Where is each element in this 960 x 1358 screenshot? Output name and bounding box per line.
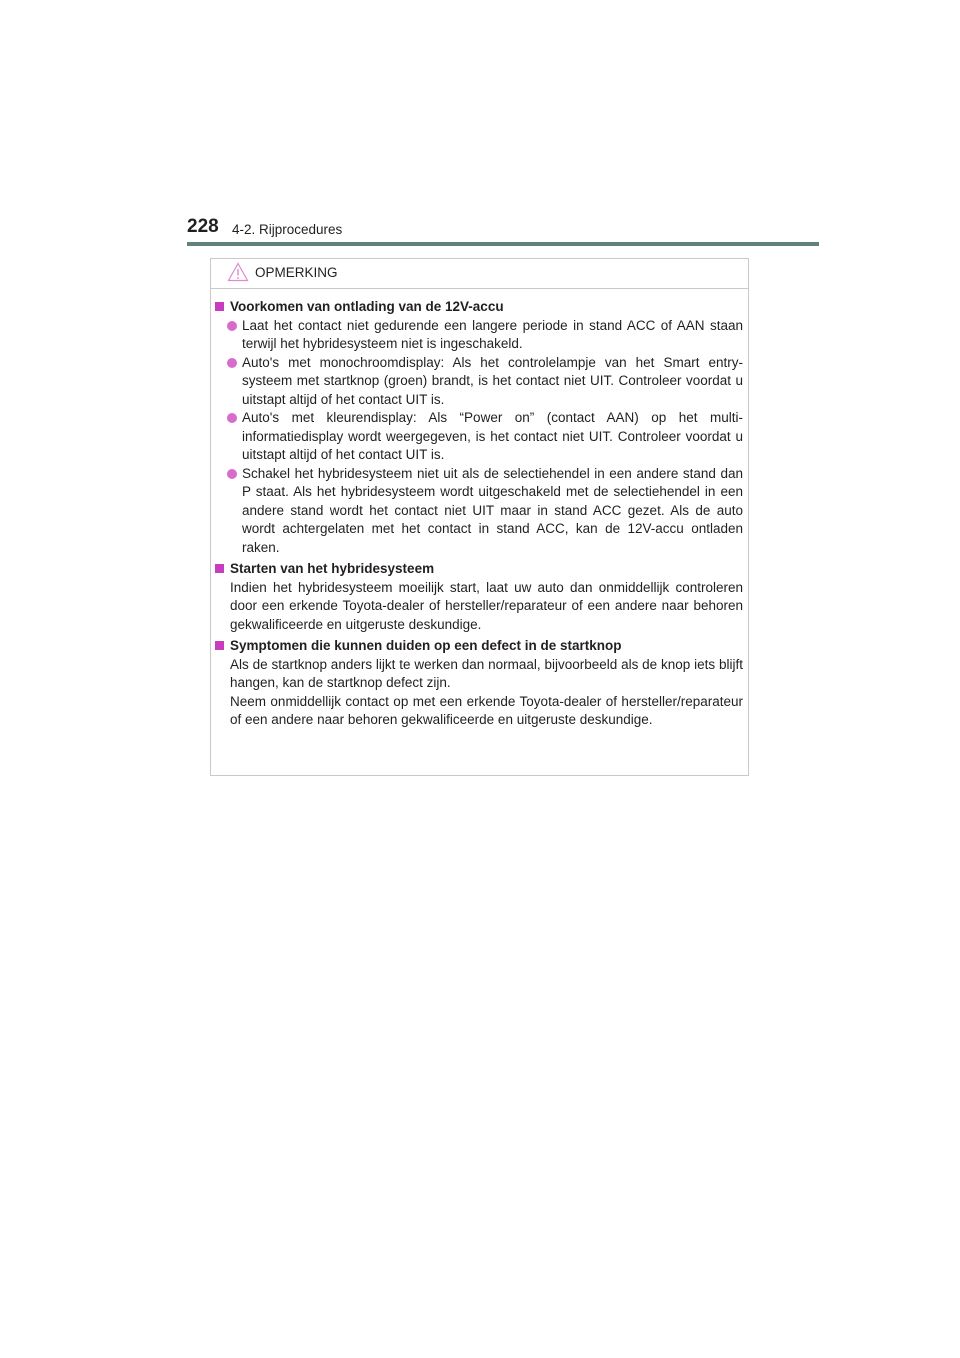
square-bullet-icon [215,302,224,311]
square-bullet-icon [215,641,224,650]
section-heading: Starten van het hybridesysteem [215,560,743,579]
header-rule [187,242,819,246]
page-number: 228 [187,216,219,237]
notice-box [210,258,749,776]
page-header [187,215,819,247]
list-item: Auto's met monochroomdisplay: Als het controlelampje van het Smart entry-systeem met startknop (groen) brandt, is het contact niet UIT. Controleer voordat u uitstapt altijd of het contact UIT is. [215,354,743,410]
bullet-dot-icon [227,321,237,331]
bullet-dot-icon [227,358,237,368]
section-starting [215,560,743,634]
paragraph: Als de startknop anders lijkt te werken dan normaal, bijvoorbeeld als de knop iets blijft hangen, kan de startknop defect zijn. Neem onmiddellijk contact op met een erkende Toyota-dealer of hersteller/reparateur of een andere naar behoren gekwalificeerde en uitgeruste deskundige. [230,656,743,727]
list-item: Auto's met kleurendisplay: Als “Power on” (contact AAN) op het multi-informatiedisplay wordt weergegeven, is het contact niet UIT. Controleer voordat u uitstapt altijd of het contact UIT is. [215,409,743,465]
section-heading: Voorkomen van ontlading van de 12V-accu [215,298,743,317]
warning-triangle-icon [227,262,249,282]
section-title: 4-2. Rijprocedures [232,222,343,237]
bullet-dot-icon [227,413,237,423]
bullet-dot-icon [227,469,237,479]
section-symptoms [215,637,743,730]
list-item: Schakel het hybridesysteem niet uit als de selectiehendel in een andere stand dan P staat. Als het hybridesysteem wordt uitgeschakeld met de selectiehendel in een andere stand wordt het contact niet UIT maar in stand ACC gezet. Als de auto wordt achtergelaten met het contact in stand ACC, kan de 12V-accu ontladen raken. [215,465,743,558]
paragraph: Indien het hybridesysteem moeilijk start, laat uw auto dan onmiddellijk controleren door een erkende Toyota-dealer of hersteller/reparateur of een andere naar behoren gekwalificeerde en uitgeruste deskundige. [230,579,743,632]
section-heading: Symptomen die kunnen duiden op een defect in de startknop [215,637,743,656]
notice-content [215,298,743,730]
notice-header [211,259,748,289]
square-bullet-icon [215,564,224,573]
notice-title: OPMERKING [255,265,338,280]
list-item: Laat het contact niet gedurende een langere periode in stand ACC of AAN staan terwijl het hybridesysteem niet is ingeschakeld. [215,317,743,354]
section-battery [215,298,743,557]
